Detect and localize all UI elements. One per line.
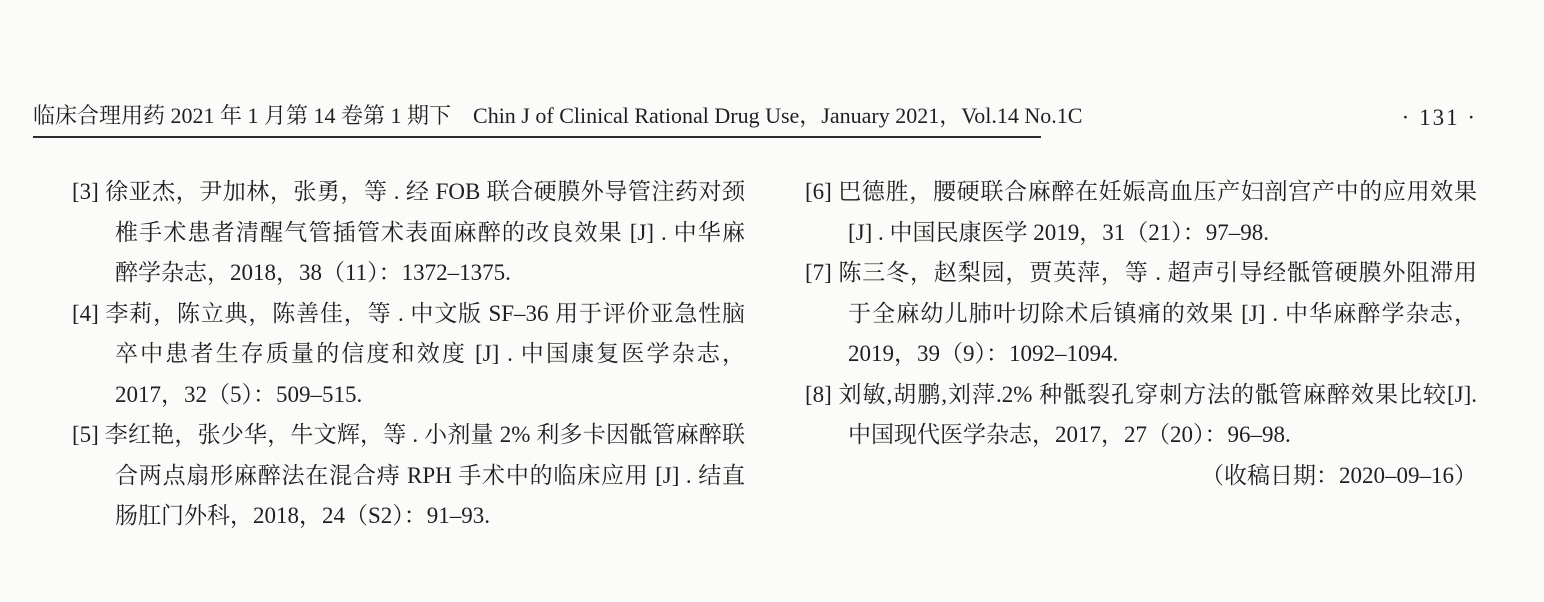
reference-entry-8 [805, 375, 1477, 456]
reference-entry-7 [805, 253, 1477, 375]
reference-entry-3 [72, 172, 745, 294]
journal-header-rule [33, 103, 1083, 138]
reference-line: 于全麻幼儿肺叶切除术后镇痛的效果 [J] . 中华麻醉学杂志， [848, 300, 1477, 326]
received-date: （收稿日期：2020–09–16） [1201, 462, 1477, 488]
reference-entry-6 [805, 172, 1477, 253]
journal-title-en: Chin J of Clinical Rational Drug Use，January 2021，Vol.14 No.1C [473, 103, 1083, 128]
reference-line: 中国现代医学杂志，2017，27（20）：96–98. [848, 422, 1291, 447]
reference-line: [J] . 中国民康医学 2019，31（21）：97–98. [848, 219, 1270, 245]
page-number: · 131 · [1401, 105, 1477, 130]
reference-line: 卒中患者生存质量的信度和效度 [J] . 中国康复医学杂志， [115, 341, 745, 366]
references-right-column [805, 172, 1477, 537]
reference-line: [8] 刘敏,胡鹏,刘萍.2% 种骶裂孔穿刺方法的骶管麻醉效果比较[J]. [805, 381, 1477, 407]
reference-line: [7] 陈三冬，赵梨园，贾英萍，等 . 超声引导经骶管硬膜外阻滞用 [805, 260, 1477, 285]
reference-line: [6] 巴德胜，腰硬联合麻醉在妊娠高血压产妇剖宫产中的应用效果 [805, 179, 1477, 204]
reference-line: 2017，32（5）：509–515. [115, 381, 363, 407]
reference-line: [4] 李莉，陈立典，陈善佳，等 . 中文版 SF–36 用于评价亚急性脑 [72, 300, 745, 326]
reference-line: 2019，39（9）：1092–1094. [848, 341, 1119, 366]
reference-entry-4 [72, 294, 745, 416]
reference-line: 醉学杂志，2018，38（11）：1372–1375. [115, 260, 511, 285]
reference-line: [5] 李红艳，张少华，牛文辉，等 . 小剂量 2% 利多卡因骶管麻醉联 [72, 422, 745, 447]
running-head [33, 103, 1477, 143]
reference-line: 椎手术患者清醒气管插管术表面麻醉的改良效果 [J] . 中华麻 [115, 219, 745, 245]
references-section [72, 172, 1477, 537]
references-left-column [72, 172, 745, 537]
reference-entry-5 [72, 415, 745, 537]
journal-title-cn: 临床合理用药 2021 年 1 月第 14 卷第 1 期下 [33, 103, 452, 128]
reference-line: 肠肛门外科，2018，24（S2）：91–93. [115, 503, 491, 528]
reference-line: [3] 徐亚杰，尹加林，张勇，等 . 经 FOB 联合硬膜外导管注药对颈 [72, 179, 745, 204]
reference-line: 合两点扇形麻醉法在混合痔 RPH 手术中的临床应用 [J] . 结直 [115, 462, 745, 488]
